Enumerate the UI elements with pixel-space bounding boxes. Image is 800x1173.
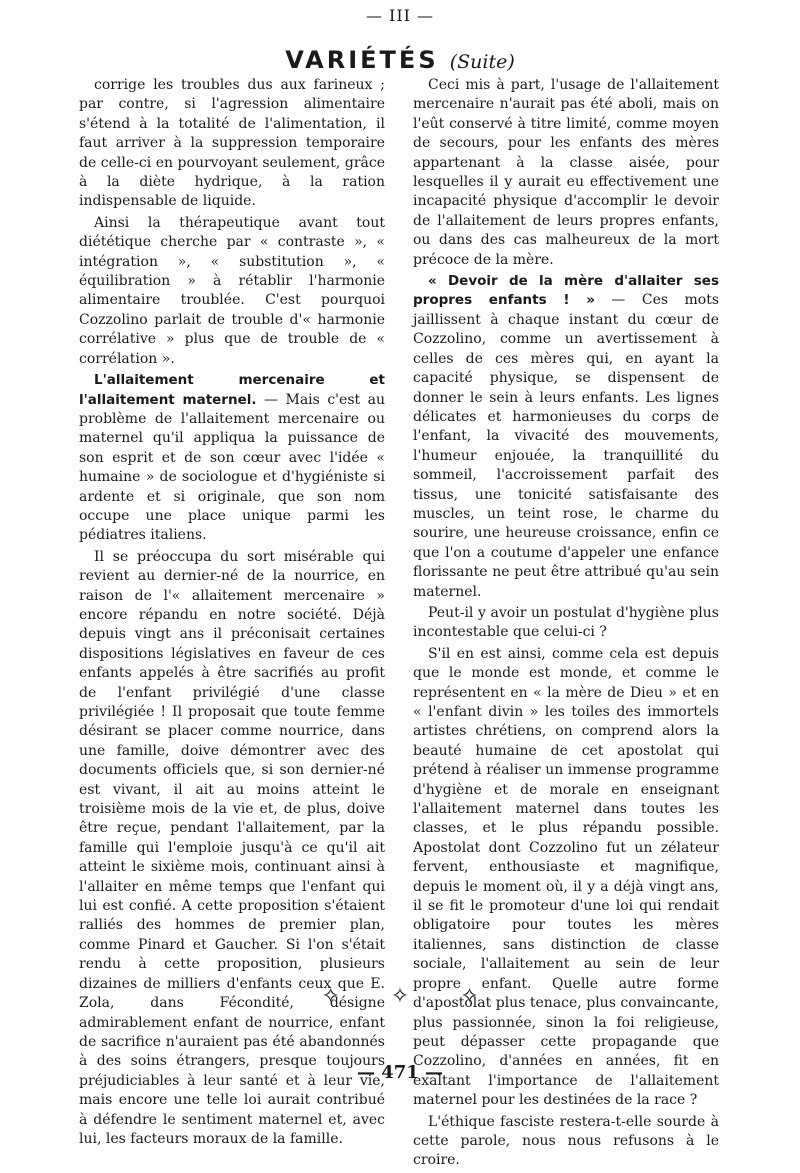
paragraph: L'éthique fasciste restera-t-elle sourde à cette parole, nous nous refusons à le croire. bbox=[413, 1113, 719, 1169]
paragraph: Il se préoccupa du sort misérable qui revient au dernier-né de la nourrice, en raison de l'« allaitement mercenaire » encore répandu en notre société. Déjà depuis vingt ans il préconisait certaines dispositions législatives en faveur de ces enfants appelés à être sacrifiés au profit de l'enfant privilégié d'une classe privilégiée ! Il proposait que toute femme désirant se placer comme nourrice, dans une famille, doive démontrer avec des documents officiels que, si son dernier-né est vivant, il ait au moins atteint le troisième mois de la vie et, de plus, doive être reçue, pendant l'allaitement, par la famille qui l'emploie jusqu'à ce qu'il ait atteint le sixième mois, continuant ainsi à l'allaiter en même temps que l'enfant qui lui est confié. A cette proposition s'étaient ralliés des hommes de premier plan, comme Pinard et Gaucher. Si l'on s'était rendu à cette proposition, plusieurs dizaines de milliers d'enfants ceux que E. Zola, dans Fécondité, désigne admirablement enfant de nourrice, enfant de sacrifice n'auraient pas été abandonnés à des soins étrangers, presque toujours préjudiciables à leur santé et à leur vie, mais encore une telle loi aurait contribué à défendre le sentiment maternel et, avec lui, les facteurs moraux de la famille. bbox=[79, 548, 385, 1147]
paragraph: corrige les troubles dus aux farineux ; par contre, si l'agression alimentaire s'étend à la totalité de l'alimentation, il faut arriver à la suppression temporaire de celle-ci en pourvoyant seulement, grâce à la diète hydrique, à la ration indispensable de liquide. bbox=[79, 77, 385, 210]
section-title bbox=[0, 46, 800, 74]
paragraph-lead-heading: « Devoir de la mère d'allaiter ses propres enfants ! » bbox=[413, 273, 719, 309]
paragraph-text: — Mais c'est au problème de l'allaitement mercenaire ou maternel qu'il appliqua la puissance de son esprit et de son cœur avec l'idée « humaine » de sociologue et d'hygiéniste si ardente et si originale, que son nom occupe une place unique parmi les pédiatres italiens. bbox=[79, 391, 385, 544]
paragraph-lead-heading: L'allaitement mercenaire et l'allaitement maternel. bbox=[79, 372, 385, 408]
paragraph: Peut-il y avoir un postulat d'hygiène plus incontestable que celui-ci ? bbox=[413, 604, 719, 641]
paragraph bbox=[79, 371, 385, 546]
section-title-sub: (Suite) bbox=[449, 51, 515, 73]
paragraph bbox=[413, 272, 719, 602]
paragraph: S'il en est ainsi, comme cela est depuis que le monde est monde, et comme le représentent en « la mère de Dieu » et en « l'enfant divin » les toiles des immortels artistes chrétiens, on comprend alors la beauté humaine de cet apostolat qui prétend à réaliser un immense programme d'hygiène et de morale en enseignant l'allaitement maternel dans toutes les classes, et le plus répandu possible. Apostolat dont Cozzolino fut un zélateur fervent, enthousiaste et magnifique, depuis le moment où, il y a déjà vingt ans, il se fit le promoteur d'une loi qui rendait obligatoire pour toutes les mères italiennes, sans distinction de classe sociale, l'allaitement au sein de leur propre enfant. Quelle autre forme d'apostolat plus tenace, plus convaincante, plus passionnée, sinon la foi religieuse, peut dépasser cette propagande que Cozzolino, d'années en années, fit en exaltant l'importance de l'allaitement maternel pour les destinées de la race ? bbox=[413, 645, 719, 1109]
paragraph: Ceci mis à part, l'usage de l'allaitement mercenaire n'aurait pas été aboli, mais on l'eût conservé à titre limité, comme moyen de secours, pour les enfants des mères appartenant à la classe aisée, pour lesquelles il y aurait eu effectivement une incapacité physique d'accomplir le devoir de l'allaitement de leurs propres enfants, ou dans des cas malheureux de la mort précoce de la mère. bbox=[413, 77, 719, 268]
running-head: — III — bbox=[365, 6, 435, 25]
section-end-ornament: ✧ ✧ ✧ bbox=[321, 984, 501, 1009]
page-number: — 471 — bbox=[356, 1062, 444, 1083]
section-title-main: VARIÉTÉS bbox=[285, 46, 439, 74]
paragraph-text: — Ces mots jaillissent à chaque instant du cœur de Cozzolino, comme un avertissement à celles de ces mères qui, en ayant la capacité physique, se dispensent de donner le sein à leurs enfants. Les lignes délicates et harmonieuses du corps de l'enfant, la vivacité des mouvements, l'humeur enjouée, la tranquillité du sommeil, l'accroissement parfait des tissus, une tonicité satisfaisante des muscles, un teint rose, le charme du sourire, une heureuse croissance, enfin ce que l'on a coutume d'appeler une enfance florissante ne peut être attribué qu'au sein maternel. bbox=[413, 292, 720, 600]
paragraph: Ainsi la thérapeutique avant tout diététique cherche par « contraste », « intégration », « substitution », « équilibration » à rétablir l'harmonie alimentaire troublée. C'est pourquoi Cozzolino parlait de trouble d'« harmonie corrélative » plus que de trouble de « corrélation ». bbox=[79, 214, 385, 367]
